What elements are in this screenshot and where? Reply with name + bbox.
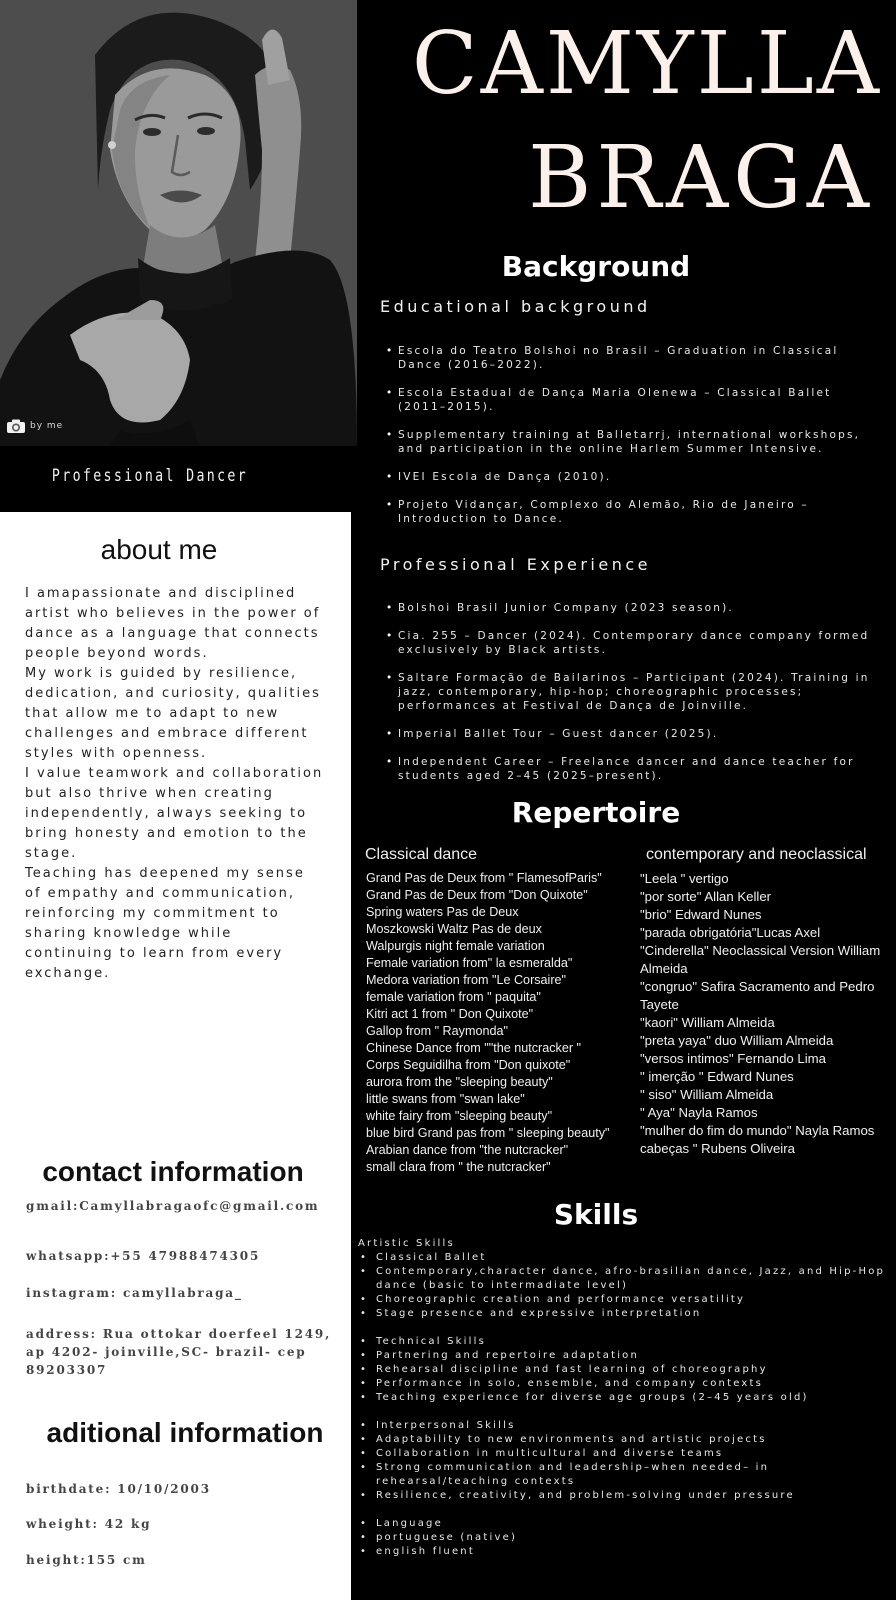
classical-item: Medora variation from "Le Corsaire" — [366, 973, 567, 987]
skill-item: • Choreographic creation and performance versatility — [358, 1293, 888, 1307]
instagram-line[interactable]: instagram: camyllabraga_ — [26, 1286, 243, 1300]
role-title: Professional Dancer — [51, 466, 249, 486]
portrait-photo — [0, 0, 357, 446]
experience-item: • Imperial Ballet Tour – Guest dancer (2025). — [386, 727, 876, 741]
skill-item: • Language — [358, 1517, 888, 1531]
last-name: BRAGA — [528, 128, 874, 228]
skills-group-language — [358, 1517, 888, 1559]
contemporary-item: "por sorte" Allan Keller — [640, 889, 772, 904]
about-title: about me — [100, 534, 218, 565]
skill-item: • Partnering and repertoire adaptation — [358, 1349, 888, 1363]
contemporary-item: "congruo" Safira Sacramento and Pedro Tayete — [640, 979, 875, 1012]
skill-item: • Stage presence and expressive interpretation — [358, 1307, 888, 1321]
classical-item: Grand Pas de Deux from "Don Quixote" — [366, 888, 588, 902]
education-item: • Projeto Vidançar, Complexo do Alemão, Rio de Janeiro – Introduction to Dance. — [386, 498, 876, 526]
whatsapp-line[interactable]: whatsapp:+55 47988474305 — [26, 1249, 261, 1263]
contemporary-item: cabeças " Rubens Oliveira — [640, 1141, 795, 1156]
classical-item: Female variation from" la esmeralda" — [366, 956, 573, 970]
skill-item: • Adaptability to new environments and artistic projects — [358, 1433, 888, 1447]
classical-item: Moszkowski Waltz Pas de deux — [366, 922, 542, 936]
skill-item: • Technical Skills — [358, 1335, 888, 1349]
skill-item: • english fluent — [358, 1545, 888, 1559]
skill-item: • Performance in solo, ensemble, and company contexts — [358, 1377, 888, 1391]
education-item: • Escola Estadual de Dança Maria Olenewa – Classical Ballet (2011–2015). — [386, 386, 876, 414]
about-paragraph: I amapassionate and disciplined artist who believes in the power of dance as a language that connects people beyond words. — [25, 586, 321, 661]
skill-item: • Rehearsal discipline and fast learning of choreography — [358, 1363, 888, 1377]
contemporary-item: "kaori" William Almeida — [640, 1015, 775, 1030]
experience-item: • Bolshoi Brasil Junior Company (2023 season). — [386, 601, 876, 615]
contemporary-item: " Aya" Nayla Ramos — [640, 1105, 758, 1120]
experience-list — [386, 601, 876, 797]
contemporary-item: " imerção " Edward Nunes — [640, 1069, 794, 1084]
photo-credit — [6, 418, 63, 434]
photo-block — [0, 0, 357, 512]
skills-title: Skills — [553, 1198, 639, 1231]
address-line: address: Rua ottokar doerfeel 1249, ap 4202- joinville,SC- brazil- cep 89203307 — [26, 1327, 332, 1377]
gmail-line[interactable]: gmail:Camyllabragaofc@gmail.com — [26, 1199, 320, 1213]
contemporary-item: "parada obrigatória"Lucas Axel — [640, 925, 821, 940]
skills-group-interpersonal — [358, 1419, 888, 1503]
about-text — [25, 584, 325, 984]
skill-item: • Strong communication and leadership–when needed– in rehearsal/teaching contexts — [358, 1461, 888, 1489]
education-item: • Supplementary training at Balletarrj, international workshops, and participation in the online Harlem Summer Intensive. — [386, 428, 876, 456]
classical-heading: Classical dance — [365, 846, 478, 863]
left-column — [0, 0, 351, 1600]
classical-item: female variation from " paquita" — [366, 990, 541, 1004]
skill-item: • Resilience, creativity, and problem-solving under pressure — [358, 1489, 888, 1503]
experience-item: • Cia. 255 – Dancer (2024). Contemporary dance company formed exclusively by Black artists. — [386, 629, 876, 657]
contemporary-item: " siso" William Almeida — [640, 1087, 774, 1102]
skill-item: • Interpersonal Skills — [358, 1419, 888, 1433]
camera-icon — [6, 418, 26, 434]
classical-item: little swans from "swan lake" — [366, 1092, 525, 1106]
skills-group-label: Artistic Skills — [358, 1238, 455, 1249]
contemporary-item: "Leela " vertigo — [640, 871, 729, 886]
repertoire-title: Repertoire — [511, 796, 681, 829]
classical-item: blue bird Grand pas from " sleeping beauty" — [366, 1126, 610, 1140]
portrait-illustration — [0, 0, 357, 446]
contemporary-repertoire-list — [640, 870, 890, 1158]
classical-item: aurora from the "sleeping beauty" — [366, 1075, 553, 1089]
education-title: Educational background — [380, 297, 651, 316]
contact-title: contact information — [42, 1156, 304, 1187]
classical-item: white fairy from "sleeping beauty" — [366, 1109, 553, 1123]
background-title: Background — [501, 250, 691, 283]
classical-item: Corps Seguidilha from "Don quixote" — [366, 1058, 571, 1072]
about-paragraph: Teaching has deepened my sense of empathy and communication, reinforcing my commitment to sharing knowledge while continuing to learn from every exchange. — [25, 866, 305, 981]
experience-item: • Independent Career – Freelance dancer and dance teacher for students aged 2–45 (2025–present). — [386, 755, 876, 783]
contemporary-item: "versos intimos" Fernando Lima — [640, 1051, 827, 1066]
classical-item: Arabian dance from "the nutcracker" — [366, 1143, 569, 1157]
experience-item: • Saltare Formação de Bailarinos – Participant (2024). Training in jazz, contemporary, hip-hop; choreographic processes; performances at Festival de Dança de Joinville. — [386, 671, 876, 713]
classical-repertoire-list — [366, 870, 641, 1176]
contemporary-item: "brio" Edward Nunes — [640, 907, 762, 922]
additional-info-title: aditional information — [46, 1417, 324, 1448]
about-paragraph: My work is guided by resilience, dedication, and curiosity, qualities that allow me to adapt to new challenges and embrace different styles with openness. — [25, 666, 321, 761]
contemporary-item: "preta yaya" duo William Almeida — [640, 1033, 834, 1048]
weight-line: wheight: 42 kg — [26, 1517, 152, 1531]
height-line: height:155 cm — [26, 1553, 147, 1567]
skills-section — [358, 1237, 888, 1573]
contemporary-item: "Cinderella" Neoclassical Version William Almeida — [640, 943, 881, 976]
classical-item: Walpurgis night female variation — [366, 939, 545, 953]
skill-item: • Contemporary,character dance, afro-brasilian dance, Jazz, and Hip-Hop dance (basic to intermadiate level) — [358, 1265, 888, 1293]
classical-item: Grand Pas de Deux from " FlamesofParis" — [366, 871, 602, 885]
birthdate-line: birthdate: 10/10/2003 — [26, 1482, 211, 1496]
experience-title: Professional Experience — [380, 555, 651, 574]
classical-item: Gallop from " Raymonda" — [366, 1024, 508, 1038]
skill-item: • Classical Ballet — [358, 1251, 888, 1265]
classical-item: small clara from " the nutcracker" — [366, 1160, 551, 1174]
skills-group-artistic — [358, 1251, 888, 1321]
classical-item: Kitri act 1 from " Don Quixote" — [366, 1007, 534, 1021]
contemporary-heading: contemporary and neoclassical — [646, 846, 867, 863]
classical-item: Spring waters Pas de Deux — [366, 905, 519, 919]
education-item: • Escola do Teatro Bolshoi no Brasil – Graduation in Classical Dance (2016–2022). — [386, 344, 876, 372]
photo-credit-text: by me — [30, 421, 64, 431]
skill-item: • Collaboration in multicultural and diverse teams — [358, 1447, 888, 1461]
education-list — [386, 344, 876, 540]
classical-item: Chinese Dance from ""the nutcracker " — [366, 1041, 582, 1055]
skill-item: • Teaching experience for diverse age groups (2–45 years old) — [358, 1391, 888, 1405]
first-name: CAMYLLA — [411, 14, 882, 114]
about-paragraph: I value teamwork and collaboration but also thrive when creating independently, always seeking to bring honesty and emotion to the stage. — [25, 766, 324, 861]
skill-item: • portuguese (native) — [358, 1531, 888, 1545]
skills-group-technical — [358, 1335, 888, 1405]
contemporary-item: "mulher do fim do mundo" Nayla Ramos — [640, 1123, 875, 1138]
education-item: • IVEI Escola de Dança (2010). — [386, 470, 876, 484]
